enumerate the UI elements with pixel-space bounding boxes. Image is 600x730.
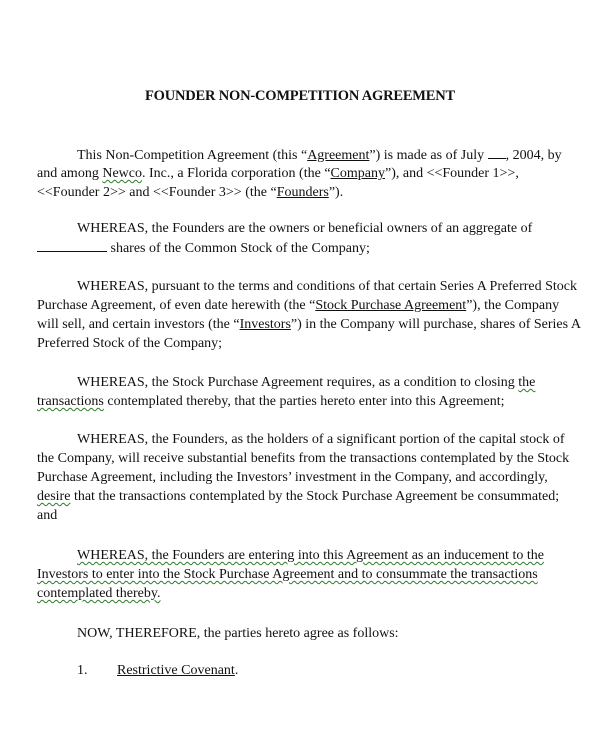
section-1-title: Restrictive Covenant — [117, 663, 235, 678]
company-defined-term: Company — [330, 166, 385, 181]
agreement-defined-term: Agreement — [307, 148, 370, 163]
founders-defined-term: Founders — [276, 185, 329, 200]
investors-defined-term: Investors — [239, 317, 291, 332]
day-blank — [488, 145, 506, 159]
document-page: FOUNDER NON-COMPETITION AGREEMENT This Non-Competition Agreement (this “Agreement”) is made as of July , 2004, by and among Newco. Inc., a Florida corporation (the “Company”), and <<Founder 1>>, <<Founder 2>> and <<Founder 3>> (the “Founders”). WHEREAS, the Founders are the owners or beneficial owners of an aggregate of shares of the Common Stock of the Company; WHEREAS, pursuant to the terms and conditions of that certain Series A Preferred Stock Purchase Agreement, of even date herewith (the “Stock Purchase Agreement”), the Company will sell, and certain investors (the “Investors”) in the Company will purchase, shares of Series A Preferred Stock of the Company; WHEREAS, the Stock Purchase Agreement requires, as a condition to closing the transactions contemplated thereby, that the parties hereto enter into this Agreement; WHEREAS, the Founders, as the holders of a significant portion of the capital stock of the Company, will receive substantial benefits from the transactions contemplated by the Stock Purchase Agreement, including the Investors’ investment in the Company, and accordingly, desire that the transactions contemplated by the Stock Purchase Agreement be consummated; and WHEREAS, the Founders are entering into this Agreement as an inducement to the Investors to enter into the Stock Purchase Agreement and to consummate the transactions contemplated thereby. NOW, THEREFORE, the parties hereto agree as follows: 1. Restrictive Covenant. — [0, 0, 600, 730]
document-title: FOUNDER NON-COMPETITION AGREEMENT — [145, 88, 455, 104]
spa-defined-term: Stock Purchase Agreement — [315, 298, 467, 313]
shares-blank — [37, 238, 107, 252]
newco-name: Newco — [102, 166, 142, 181]
